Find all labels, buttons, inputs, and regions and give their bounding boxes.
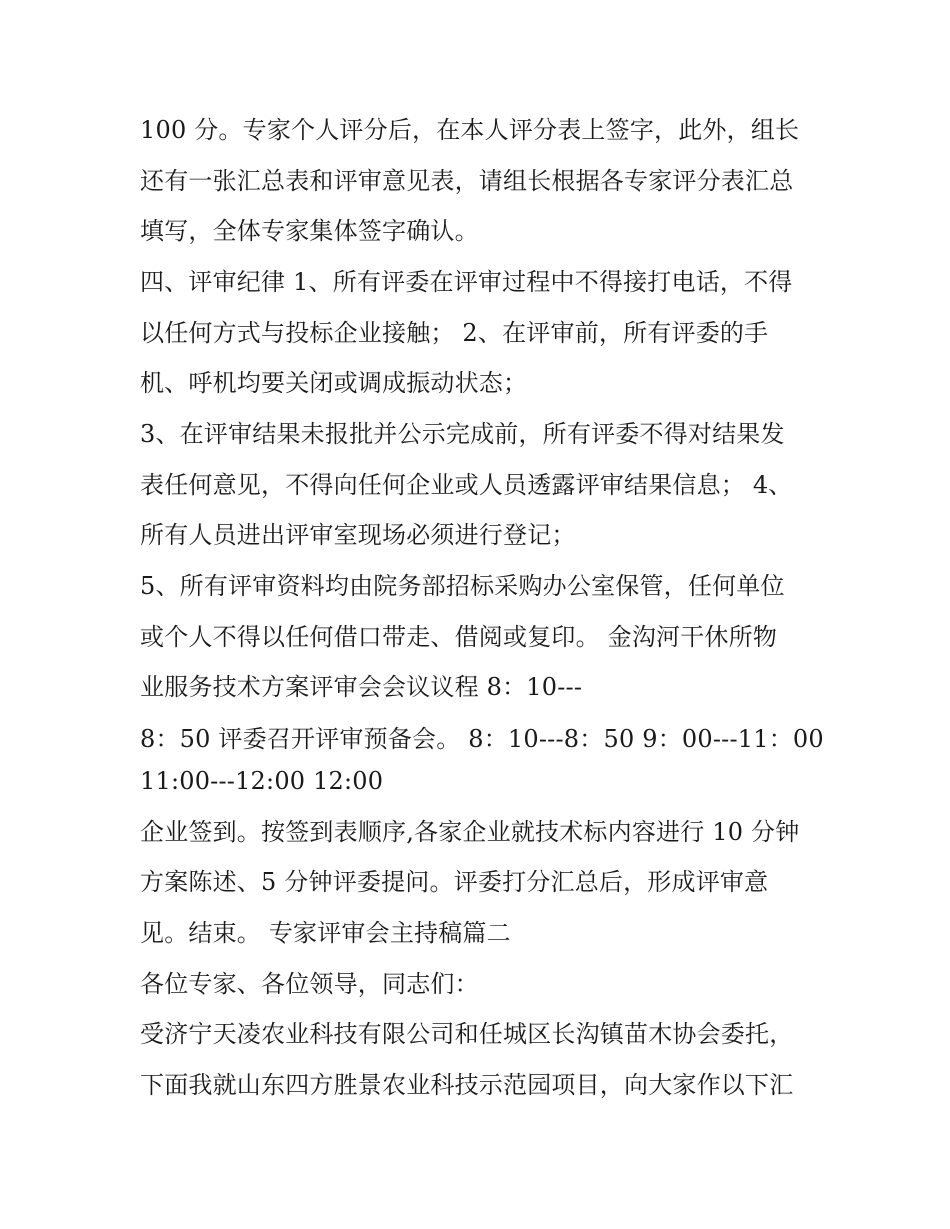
text-line: 3、在评审结果未报批并公示完成前，所有评委不得对结果发 (140, 420, 785, 448)
text-line: 100 分。专家个人评分后，在本人评分表上签字，此外，组长 (140, 116, 800, 144)
text-line: 以任何方式与投标企业接触； 2、在评审前，所有评委的手 (140, 319, 769, 347)
text-line: 还有一张汇总表和评审意见表，请组长根据各专家评分表汇总 (140, 167, 794, 195)
text-line: 下面我就山东四方胜景农业科技示范园项目，向大家作以下汇 (140, 1071, 794, 1099)
text-line: 方案陈述、5 分钟评委提问。评委打分汇总后，形成评审意 (140, 868, 769, 896)
text-line: 各位专家、各位领导，同志们： (140, 970, 479, 998)
text-line: 见。结束。 专家评审会主持稿篇二 (140, 919, 511, 947)
text-line: 所有人员进出评审室现场必须进行登记； (140, 521, 576, 549)
text-line: 企业签到。按签到表顺序,各家企业就技术标内容进行 10 分钟 (140, 818, 800, 846)
text-line: 或个人不得以任何借口带走、借阅或复印。 金沟河干休所物 (140, 623, 778, 651)
text-line: 四、评审纪律 1、所有评委在评审过程中不得接打电话，不得 (140, 268, 793, 296)
text-line: 8：50 评委召开评审预备会。 8：10---8：50 9：00---11：00 (140, 725, 824, 753)
text-line: 11:00---12:00 12:00 (140, 767, 384, 795)
text-line: 受济宁天凌农业科技有限公司和任城区长沟镇苗木协会委托， (140, 1020, 794, 1048)
text-line: 业服务技术方案评审会会议议程 8：10--- (140, 673, 583, 701)
text-line: 5、所有评审资料均由院务部招标采购办公室保管，任何单位 (140, 572, 785, 600)
text-line: 机、呼机均要关闭或调成振动状态； (140, 369, 528, 397)
text-line: 填写，全体专家集体签字确认。 (140, 217, 479, 245)
text-line: 表任何意见，不得向任何企业或人员透露评审结果信息； 4、 (140, 471, 793, 499)
